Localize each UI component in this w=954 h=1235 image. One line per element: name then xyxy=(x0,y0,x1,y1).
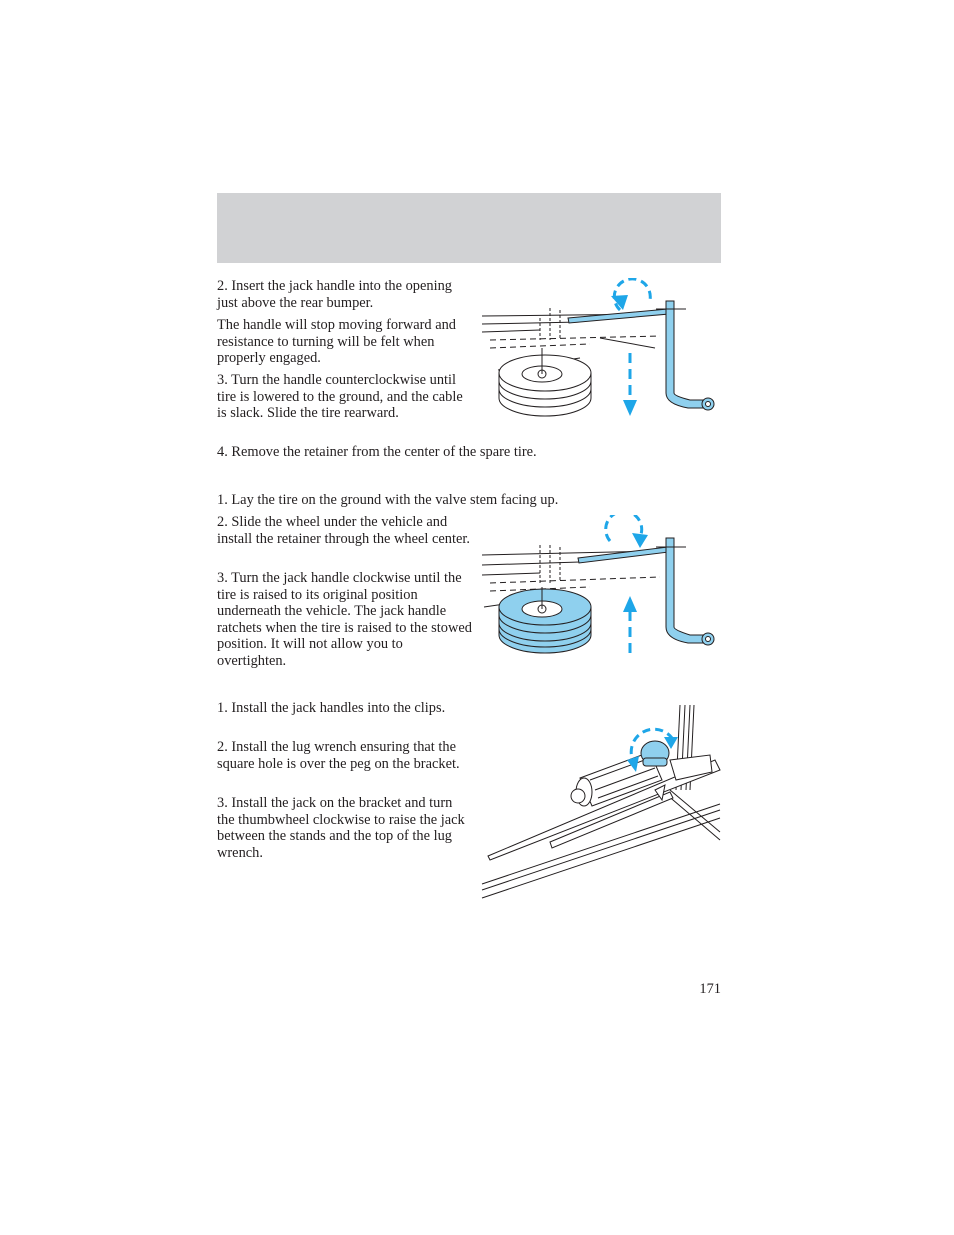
stow-step-3: 3. Install the jack on the bracket and turn the thumbwheel clockwise to raise the jack between the stands and the top of the lug wrench. xyxy=(217,795,465,861)
jack-stowage-illustration xyxy=(480,700,722,900)
lower-step-4: 4. Remove the retainer from the center of the spare tire. xyxy=(217,444,537,460)
lower-tire-illustration xyxy=(480,278,722,428)
stow-step-2: 2. Install the lug wrench ensuring that the square hole is over the peg on the bracket. xyxy=(217,739,460,772)
raise-tire-illustration xyxy=(480,515,722,663)
lower-step-3: 3. Turn the handle counterclockwise until tire is lowered to the ground, and the cable is slack. Slide the tire rearward. xyxy=(217,372,463,421)
section-header-bar xyxy=(217,193,721,263)
lower-note: The handle will stop moving forward and resistance to turning will be felt when properly engaged. xyxy=(217,317,456,366)
stow-step-1: 1. Install the jack handles into the clips. xyxy=(217,700,446,716)
lower-step-2: 2. Insert the jack handle into the opening just above the rear bumper. xyxy=(217,278,452,311)
raise-step-3: 3. Turn the jack handle clockwise until the tire is raised to its original position underneath the vehicle. The jack handle ratchets when the tire is raised to the stowed position. It will not allow you to overtighten. xyxy=(217,570,472,669)
raise-step-2: 2. Slide the wheel under the vehicle and install the retainer through the wheel center. xyxy=(217,514,470,547)
page-number: 171 xyxy=(699,981,721,997)
raise-step-1: 1. Lay the tire on the ground with the valve stem facing up. xyxy=(217,492,559,508)
